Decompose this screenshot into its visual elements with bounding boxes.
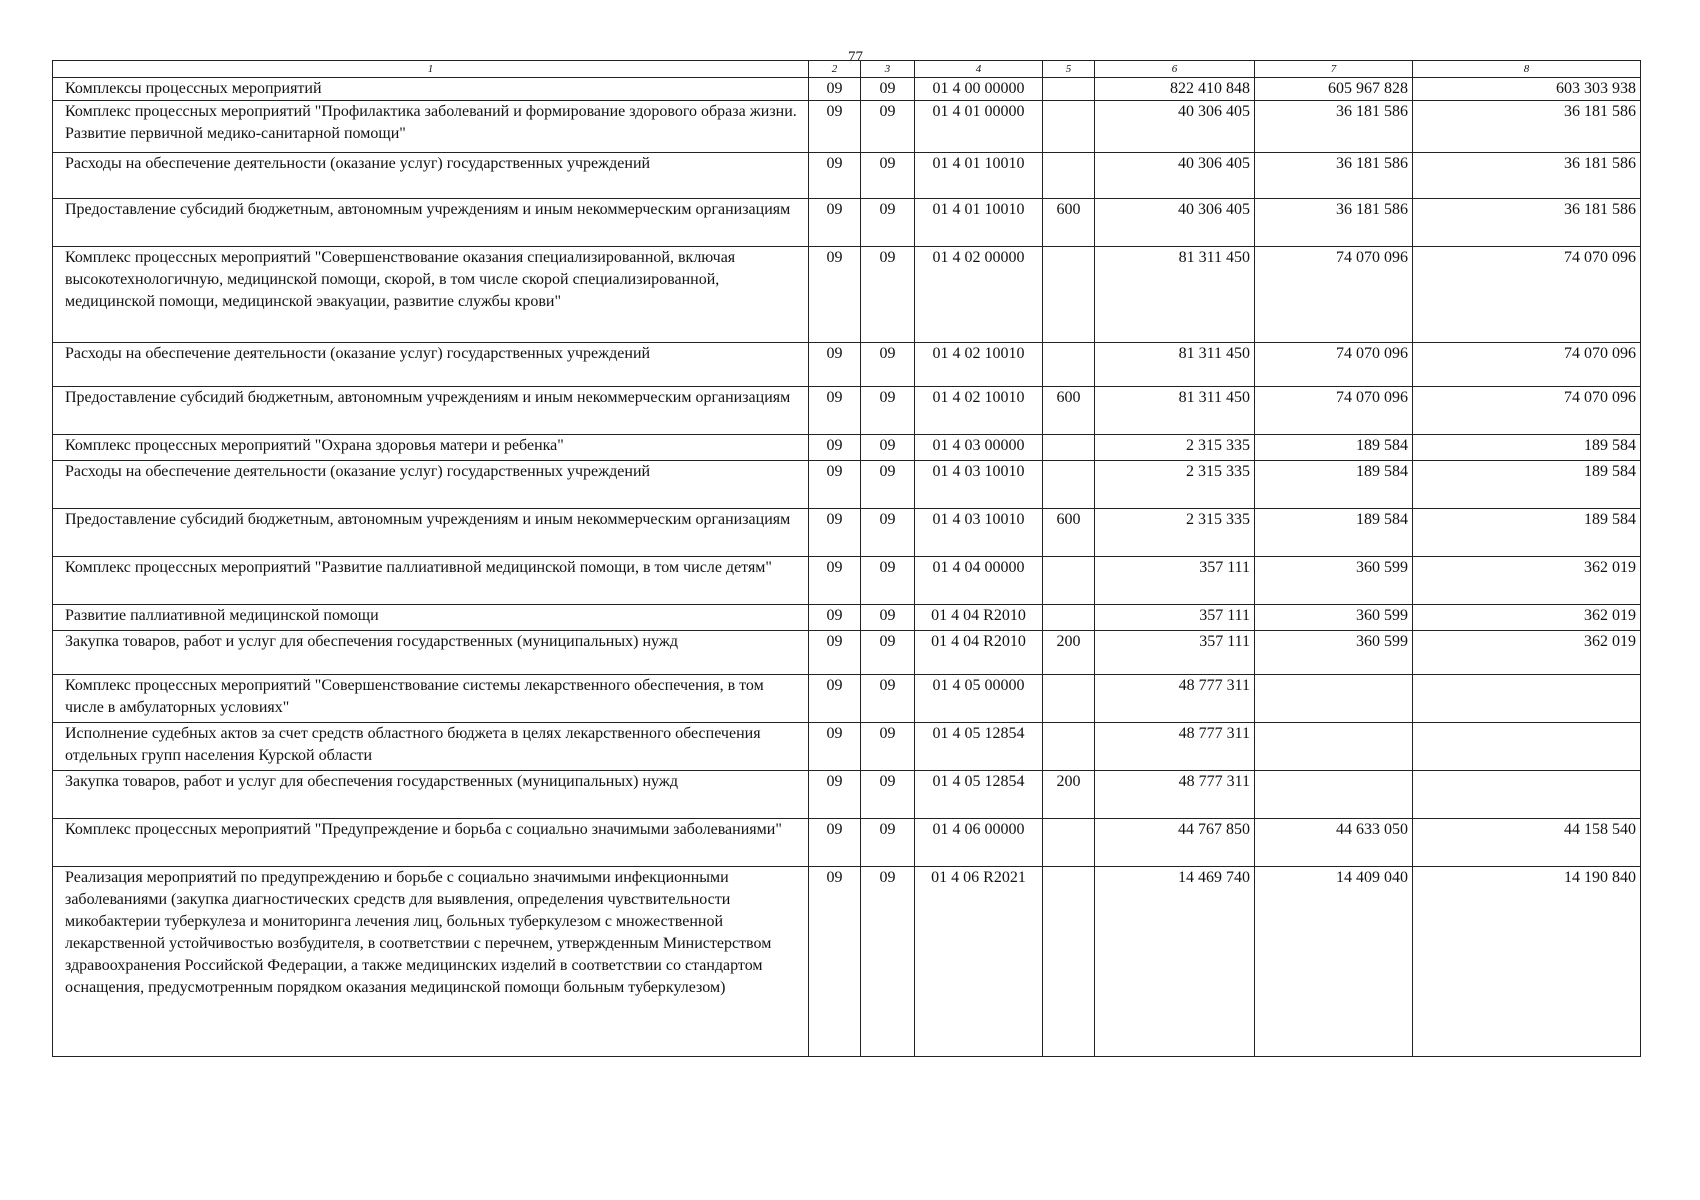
row-name: Комплекс процессных мероприятий "Профилактика заболеваний и формирование здорового образа жизни. Развитие первичной медико-санитарной помощи" (53, 101, 809, 153)
column-number: 7 (1255, 61, 1413, 78)
row-section: 09 (809, 631, 861, 675)
table-row (53, 631, 1641, 675)
row-amount-1: 48 777 311 (1095, 771, 1255, 819)
row-amount-3: 36 181 586 (1413, 153, 1641, 199)
row-target-code: 01 4 02 10010 (915, 343, 1043, 387)
row-target-code: 01 4 04 R2010 (915, 605, 1043, 631)
row-target-code: 01 4 05 12854 (915, 723, 1043, 771)
column-number: 3 (861, 61, 915, 78)
row-target-code: 01 4 04 00000 (915, 557, 1043, 605)
row-amount-3: 36 181 586 (1413, 101, 1641, 153)
page-number: 77 (848, 49, 863, 65)
row-amount-1: 822 410 848 (1095, 78, 1255, 101)
row-amount-3: 74 070 096 (1413, 343, 1641, 387)
row-amount-2: 14 409 040 (1255, 867, 1413, 1057)
row-target-code: 01 4 05 12854 (915, 771, 1043, 819)
row-section: 09 (809, 605, 861, 631)
row-subsection: 09 (861, 675, 915, 723)
row-amount-3 (1413, 675, 1641, 723)
row-subsection: 09 (861, 605, 915, 631)
row-section: 09 (809, 723, 861, 771)
table-row (53, 387, 1641, 435)
row-amount-1: 81 311 450 (1095, 343, 1255, 387)
row-amount-2: 36 181 586 (1255, 101, 1413, 153)
row-amount-1: 2 315 335 (1095, 509, 1255, 557)
row-amount-2: 44 633 050 (1255, 819, 1413, 867)
row-subsection: 09 (861, 199, 915, 247)
row-subsection: 09 (861, 153, 915, 199)
row-subsection: 09 (861, 509, 915, 557)
column-number-row (53, 61, 1641, 78)
row-amount-3: 362 019 (1413, 557, 1641, 605)
table-row (53, 199, 1641, 247)
row-amount-3: 189 584 (1413, 509, 1641, 557)
row-amount-3: 74 070 096 (1413, 387, 1641, 435)
row-section: 09 (809, 387, 861, 435)
column-number: 8 (1413, 61, 1641, 78)
row-name: Закупка товаров, работ и услуг для обеспечения государственных (муниципальных) нужд (53, 771, 809, 819)
row-target-code: 01 4 01 10010 (915, 153, 1043, 199)
table-row (53, 461, 1641, 509)
row-expense-type (1043, 867, 1095, 1057)
row-amount-1: 357 111 (1095, 557, 1255, 605)
row-section: 09 (809, 199, 861, 247)
row-expense-type (1043, 605, 1095, 631)
row-target-code: 01 4 00 00000 (915, 78, 1043, 101)
table-row (53, 819, 1641, 867)
row-name: Предоставление субсидий бюджетным, автономным учреждениям и иным некоммерческим организациям (53, 509, 809, 557)
row-section: 09 (809, 509, 861, 557)
row-amount-3: 44 158 540 (1413, 819, 1641, 867)
row-subsection: 09 (861, 723, 915, 771)
row-amount-2: 74 070 096 (1255, 247, 1413, 343)
row-amount-2: 74 070 096 (1255, 343, 1413, 387)
row-amount-2 (1255, 723, 1413, 771)
row-amount-3: 74 070 096 (1413, 247, 1641, 343)
row-section: 09 (809, 557, 861, 605)
row-name: Предоставление субсидий бюджетным, автономным учреждениям и иным некоммерческим организациям (53, 199, 809, 247)
table-row (53, 78, 1641, 101)
table-row (53, 101, 1641, 153)
row-subsection: 09 (861, 867, 915, 1057)
row-amount-2: 360 599 (1255, 605, 1413, 631)
row-target-code: 01 4 01 00000 (915, 101, 1043, 153)
column-number: 5 (1043, 61, 1095, 78)
row-name: Расходы на обеспечение деятельности (оказание услуг) государственных учреждений (53, 153, 809, 199)
row-amount-3: 362 019 (1413, 605, 1641, 631)
row-subsection: 09 (861, 557, 915, 605)
row-amount-2 (1255, 771, 1413, 819)
row-name: Комплекс процессных мероприятий "Совершенствование системы лекарственного обеспечения, в том числе в амбулаторных условиях" (53, 675, 809, 723)
row-amount-1: 40 306 405 (1095, 101, 1255, 153)
table-row (53, 867, 1641, 1057)
row-expense-type: 600 (1043, 509, 1095, 557)
row-expense-type: 600 (1043, 387, 1095, 435)
row-expense-type (1043, 343, 1095, 387)
row-amount-1: 81 311 450 (1095, 247, 1255, 343)
row-target-code: 01 4 03 10010 (915, 461, 1043, 509)
row-subsection: 09 (861, 343, 915, 387)
row-section: 09 (809, 435, 861, 461)
row-subsection: 09 (861, 771, 915, 819)
row-name: Развитие паллиативной медицинской помощи (53, 605, 809, 631)
row-name: Расходы на обеспечение деятельности (оказание услуг) государственных учреждений (53, 461, 809, 509)
row-amount-2: 74 070 096 (1255, 387, 1413, 435)
row-section: 09 (809, 247, 861, 343)
table-row (53, 509, 1641, 557)
row-subsection: 09 (861, 101, 915, 153)
row-amount-1: 48 777 311 (1095, 675, 1255, 723)
row-section: 09 (809, 78, 861, 101)
row-subsection: 09 (861, 247, 915, 343)
row-amount-1: 40 306 405 (1095, 153, 1255, 199)
row-amount-1: 44 767 850 (1095, 819, 1255, 867)
row-amount-3: 189 584 (1413, 461, 1641, 509)
row-expense-type: 200 (1043, 631, 1095, 675)
row-section: 09 (809, 101, 861, 153)
row-name: Комплекс процессных мероприятий "Совершенствование оказания специализированной, включая высокотехнологичную, медицинской помощи, скорой, в том числе скорой специализированной, медицинской помощи, медицинской эвакуации, развитие службы крови" (53, 247, 809, 343)
table-row (53, 771, 1641, 819)
row-target-code: 01 4 06 R2021 (915, 867, 1043, 1057)
row-amount-2: 36 181 586 (1255, 153, 1413, 199)
row-amount-2: 36 181 586 (1255, 199, 1413, 247)
row-amount-2: 189 584 (1255, 435, 1413, 461)
row-amount-2: 360 599 (1255, 557, 1413, 605)
row-amount-3: 603 303 938 (1413, 78, 1641, 101)
row-target-code: 01 4 04 R2010 (915, 631, 1043, 675)
row-expense-type (1043, 723, 1095, 771)
column-number: 1 (53, 61, 809, 78)
row-name: Комплексы процессных мероприятий (53, 78, 809, 101)
row-amount-1: 357 111 (1095, 605, 1255, 631)
row-subsection: 09 (861, 435, 915, 461)
table-row (53, 153, 1641, 199)
row-name: Комплекс процессных мероприятий "Предупреждение и борьба с социально значимыми заболеваниями" (53, 819, 809, 867)
row-amount-3: 189 584 (1413, 435, 1641, 461)
row-expense-type: 600 (1043, 199, 1095, 247)
row-subsection: 09 (861, 461, 915, 509)
row-name: Комплекс процессных мероприятий "Охрана здоровья матери и ребенка" (53, 435, 809, 461)
row-target-code: 01 4 03 10010 (915, 509, 1043, 557)
row-subsection: 09 (861, 387, 915, 435)
table-row (53, 723, 1641, 771)
row-expense-type (1043, 461, 1095, 509)
row-amount-2 (1255, 675, 1413, 723)
row-expense-type (1043, 819, 1095, 867)
row-section: 09 (809, 675, 861, 723)
row-amount-1: 2 315 335 (1095, 435, 1255, 461)
row-section: 09 (809, 153, 861, 199)
row-section: 09 (809, 867, 861, 1057)
row-expense-type (1043, 435, 1095, 461)
row-amount-3 (1413, 771, 1641, 819)
row-amount-2: 360 599 (1255, 631, 1413, 675)
table-row (53, 435, 1641, 461)
column-number: 4 (915, 61, 1043, 78)
row-amount-1: 14 469 740 (1095, 867, 1255, 1057)
row-amount-2: 189 584 (1255, 461, 1413, 509)
row-amount-3: 36 181 586 (1413, 199, 1641, 247)
row-subsection: 09 (861, 78, 915, 101)
row-name: Расходы на обеспечение деятельности (оказание услуг) государственных учреждений (53, 343, 809, 387)
column-number: 6 (1095, 61, 1255, 78)
table-row (53, 247, 1641, 343)
row-name: Предоставление субсидий бюджетным, автономным учреждениям и иным некоммерческим организациям (53, 387, 809, 435)
row-amount-3 (1413, 723, 1641, 771)
column-number: 2 (809, 61, 861, 78)
table-row (53, 343, 1641, 387)
row-amount-1: 2 315 335 (1095, 461, 1255, 509)
row-target-code: 01 4 02 00000 (915, 247, 1043, 343)
row-amount-2: 189 584 (1255, 509, 1413, 557)
row-target-code: 01 4 03 00000 (915, 435, 1043, 461)
row-name: Комплекс процессных мероприятий "Развитие паллиативной медицинской помощи, в том числе детям" (53, 557, 809, 605)
row-name: Закупка товаров, работ и услуг для обеспечения государственных (муниципальных) нужд (53, 631, 809, 675)
row-amount-1: 81 311 450 (1095, 387, 1255, 435)
row-amount-1: 357 111 (1095, 631, 1255, 675)
row-expense-type (1043, 153, 1095, 199)
row-section: 09 (809, 771, 861, 819)
row-amount-1: 48 777 311 (1095, 723, 1255, 771)
row-expense-type: 200 (1043, 771, 1095, 819)
row-expense-type (1043, 247, 1095, 343)
row-subsection: 09 (861, 819, 915, 867)
budget-table (52, 60, 1641, 1057)
row-section: 09 (809, 819, 861, 867)
table-row (53, 557, 1641, 605)
row-section: 09 (809, 461, 861, 509)
row-subsection: 09 (861, 631, 915, 675)
row-expense-type (1043, 675, 1095, 723)
row-amount-1: 40 306 405 (1095, 199, 1255, 247)
row-name: Исполнение судебных актов за счет средств областного бюджета в целях лекарственного обеспечения отдельных групп населения Курской области (53, 723, 809, 771)
row-amount-2: 605 967 828 (1255, 78, 1413, 101)
row-expense-type (1043, 557, 1095, 605)
row-target-code: 01 4 01 10010 (915, 199, 1043, 247)
table-row (53, 605, 1641, 631)
row-expense-type (1043, 101, 1095, 153)
row-target-code: 01 4 06 00000 (915, 819, 1043, 867)
row-amount-3: 362 019 (1413, 631, 1641, 675)
row-target-code: 01 4 02 10010 (915, 387, 1043, 435)
row-name: Реализация мероприятий по предупреждению и борьбе с социально значимыми инфекционными заболеваниями (закупка диагностических средств для выявления, определения чувствительности микобактерии туберкулеза и мониторинга лечения лиц, больных туберкулезом с множественной лекарственной устойчивостью возбудителя, в соответствии с перечнем, утвержденным Министерством здравоохранения Российской Федерации, а также медицинских изделий в соответствии со стандартом оснащения, предусмотренным порядком оказания медицинской помощи больным туберкулезом) (53, 867, 809, 1057)
row-expense-type (1043, 78, 1095, 101)
row-target-code: 01 4 05 00000 (915, 675, 1043, 723)
table-row (53, 675, 1641, 723)
row-section: 09 (809, 343, 861, 387)
row-amount-3: 14 190 840 (1413, 867, 1641, 1057)
